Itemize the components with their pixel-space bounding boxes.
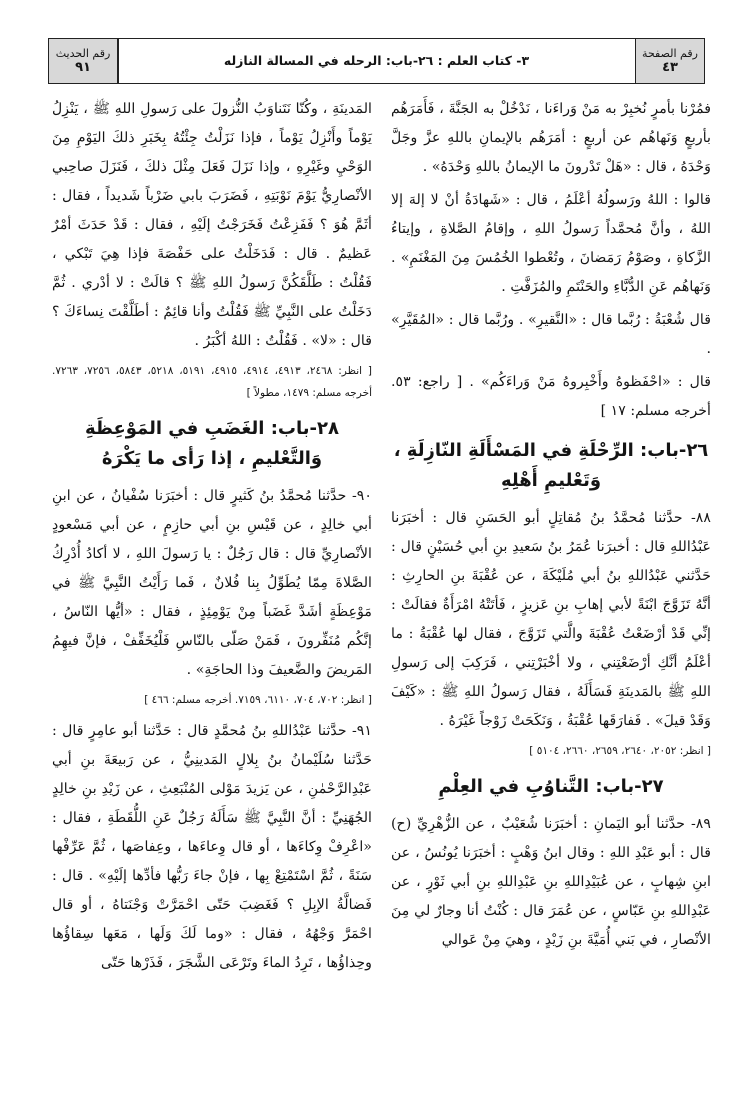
- cross-reference: [ انظر: ٢٠٥٢، ٢٦٤٠، ٢٦٥٩، ٢٦٦٠، ٥١٠٤ ]: [529, 745, 711, 757]
- paragraph: قالوا : اللهُ ورَسولُهُ أعْلَمُ ، قال : «شَهادَةُ أنْ لا إلهَ إلا اللهُ ، وأنَّ مُحمَّداً رَسولُ اللهِ ، وإقامُ الصَّلاةِ ، وإيتاءُ الزَّكاةِ ، وصَوْمُ رَمَضانَ ، وتُعْطوا الخُمُسَ مِنَ المَغْنَمِ» . وَنَهاهُم عَنِ الدُّبَّاءِ والحَنْتَمِ والمُزَفَّتِ .: [391, 192, 711, 295]
- hadith-number: ٩١: [75, 60, 91, 75]
- chapter-heading-27: ٢٧-باب: التَّناوُبِ في العِلْمِ: [438, 776, 664, 797]
- hadith-91: ٩١- حدَّثنا عَبْدُاللهِ بنُ مُحمَّدٍ قال : حَدَّثنا أبو عامِرٍ قال : حَدَّثنا سُلَيْمانُ بنُ بِلالٍ المَدينِيُّ ، عن رَبيعَةَ بنِ أبي عَبْدِالرَّحْمٰنِ ، عن يَزيدَ مَوْلى المُنْبَعِثِ ، عن زَيْدِ بنِ خالِدٍ الجُهَنِيِّ : أنَّ النَّبِيَّ ﷺ سَأَلَهُ رَجُلٌ عَنِ اللُّقَطَةِ ، فقال : «اعْرِفْ وِكاءَها ، أو قال وِعاءَها ، وعِفاصَها ، ثُمَّ عَرِّفْها سَنَةً ، ثُمَّ اسْتَمْتِعْ بِها ، فإنْ جاءَ رَبُّها فأدِّها إلَيْهِ» . قال : فَضالَّةُ الإبِلِ ؟ فَغَضِبَ حَتّى احْمَرَّتْ وَجْنَتاهُ ، أو قال احْمَرَّ وَجْهُهُ ، فقال : «وما لَكَ وَلَها ، مَعَها سِقاؤُها وحِذاؤُها ، تَرِدُ الماءَ وتَرْعَى الشَّجَرَ ، فَذَرْها حَتّى: [52, 723, 372, 971]
- cross-reference: [ انظر: ٢٤٦٨، ٤٩١٣، ٤٩١٤، ٤٩١٥، ٥١٩١، ٥٢١٨، ٥٨٤٣، ٧٢٥٦، ٧٢٦٣. أخرجه مسلم: ١٤٧٩، مطولاً ]: [52, 365, 372, 399]
- paragraph: المَدينَةِ ، وكُنّا نَتَناوَبُ النُّزولَ على رَسولِ اللهِ ﷺ ، يَنْزِلُ يَوْماً وأَنْزِلُ يَوْماً ، فإذا نَزَلْتُ جِئْتُهُ بِخَبَرِ ذلكَ اليَوْمِ مِنَ الوَحْيِ وغَيْرِهِ ، وإذا نَزَلَ فَعَلَ مِثْلَ ذلكَ ، فَنَزَلَ صاحِبي الأنْصارِيُّ يَوْمَ نَوْبَتِهِ ، فَضَرَبَ بابي ضَرْباً شَديداً ، فقال : أثَمَّ هُوَ ؟ فَفَزِعْتُ فَخَرَجْتُ إلَيْهِ ، فقال : قَدْ حَدَثَ أمْرٌ عَظيمٌ . قال : فَدَخَلْتُ على حَفْصَةَ فإذا هِيَ تَبْكي ، فَقُلْتُ : طَلَّقَكُنَّ رَسولُ اللهِ ﷺ ؟ قالَتْ : لا أدْري . ثُمَّ دَخَلْتُ على النَّبِيِّ ﷺ فَقُلْتُ وأنا قائِمٌ : أطَلَّقْتَ نِساءَكَ ؟ قال : «لا» . فَقُلْتُ : اللهُ أكْبَرُ .: [52, 101, 372, 349]
- paragraph: قال شُعْبَةُ : رُبَّما قال : «النَّقيرِ» . ورُبَّما قال : «المُقَيَّرِ» .: [391, 312, 711, 357]
- page-number: ٤٣: [662, 60, 678, 75]
- left-column: [52, 95, 372, 1085]
- page-number-label: رقم الصفحة: [642, 47, 698, 60]
- paragraph: فمُرْنا بأمرٍ نُخبِرْ به مَنْ وَراءَنا ، نَدْخُلْ به الجَنَّةَ ، فَأَمَرَهُم بأربعٍ وَنَهاهُم عن أربعٍ : أمَرَهُم بالإيمانِ باللهِ عزَّ وجَلَّ وَحْدَهُ ، قال : «هَلْ تَدْرونَ ما الإيمانُ باللهِ وَحْدَهُ» .: [391, 101, 711, 175]
- hadith-number-label: رقم الحديث: [55, 47, 111, 60]
- hadith-number-box: [49, 39, 117, 83]
- chapter-heading-26: ٢٦-باب: الرِّحْلَةِ في المَسْأَلَةِ النّازِلَةِ ، وَتَعْليمِ أَهْلِهِ: [393, 440, 709, 491]
- hadith-90: ٩٠- حدَّثنا مُحمَّدُ بنُ كَثيرٍ قال : أخبَرَنا سُفْيانُ ، عن ابنِ أبي خالِدٍ ، عن قَيْسِ بنِ أبي حازِمٍ ، عن أبي مَسْعودٍ الأنْصارِيِّ قال : قال رَجُلٌ : يا رَسولَ اللهِ ، لا أكادُ أُدْرِكُ الصَّلاةَ مِمّا يُطَوِّلُ بِنا فُلانٌ ، فَما رَأَيْتُ النَّبِيَّ ﷺ في مَوْعِظَةٍ أشَدَّ غَضَباً مِنْ يَوْمِئِذٍ ، فقال : «أيُّها النّاسُ ، إنَّكُم مُنَفِّرونَ ، فَمَنْ صَلّى بالنّاسِ فَلْيُخَفِّفْ ، فإنَّ فيهِمُ المَريضَ والضَّعيفَ وذا الحاجَةِ» .: [52, 488, 372, 678]
- hadith-88: ٨٨- حدَّثنا مُحمَّدُ بنُ مُقاتِلٍ أبو الحَسَنِ قال : أخبَرَنا عَبْدُاللهِ قال : أخبرَنا عُمَرُ بنُ سَعيدِ بنِ أبي حُسَيْنٍ قال : حَدَّثني عَبْدُاللهِ بنُ أبي مُلَيْكَةَ ، عن عُقْبَةَ بنِ الحارِثِ : أنَّهُ تَزَوَّجَ ابْنَةً لأبي إهابِ بنِ عَزيزٍ ، فَأتَتْهُ امْرَأَةٌ فقالَتْ : إنِّي قَدْ أرْضَعْتُ عُقْبَةَ والَّتي تَزَوَّجَ ، فقال لها عُقْبَةُ : ما أعْلَمُ أنَّكِ أرْضَعْتِني ، ولا أخْبَرْتِني ، فَرَكِبَ إلى رَسولِ اللهِ ﷺ بالمَدينَةِ فَسَأَلَهُ ، فقال رَسولُ اللهِ ﷺ : «كَيْفَ وَقَدْ قيلَ» . فَفارَقَها عُقْبَةُ ، وَنَكَحَتْ زَوْجاً غَيْرَهُ .: [391, 510, 711, 729]
- page-header: [48, 38, 705, 84]
- header-title: ٣- كتاب العلم : ٢٦-باب: الرحله في المسالة النازله: [223, 53, 530, 68]
- right-column: [391, 95, 711, 1085]
- hadith-89: ٨٩- حدَّثنا أبو اليَمانِ : أخبَرَنا شُعَيْبٌ ، عن الزُّهْرِيِّ (ح) قال : أبو عَبْدِ اللهِ : وقال ابنُ وَهْبٍ : أخبَرَنا يُونُسُ ، عن ابنِ شِهابٍ ، عن عُبَيْدِاللهِ بنِ عَبْدِاللهِ بنِ أبي ثَوْرٍ ، عن عَبْدِاللهِ بنِ عَبّاسٍ ، عن عُمَرَ قال : كُنْتُ أنا وجارٌ لي مِنَ الأنْصارِ ، في بَني أُمَيَّةَ بنِ زَيْدٍ ، وهيَ مِنْ عَوالي: [391, 816, 711, 948]
- paragraph: قال : «احْفَظوهُ وأَخْبِروهُ مَنْ وَراءَكُم» . [ راجع: ٥٣. أخرجه مسلم: ١٧ ]: [391, 374, 711, 419]
- header-divider: [117, 39, 119, 83]
- cross-reference: [ انظر: ٧٠٢، ٧٠٤، ٦١١٠، ٧١٥٩. أخرجه مسلم: ٤٦٦ ]: [144, 694, 372, 706]
- header-divider: [635, 39, 637, 83]
- page-number-box: [636, 39, 704, 83]
- chapter-heading-28: ٢٨-باب: الغَضَبِ في المَوْعِظَةِ وَالتَّعْليمِ ، إذا رَأى ما يَكْرَهُ: [85, 418, 339, 469]
